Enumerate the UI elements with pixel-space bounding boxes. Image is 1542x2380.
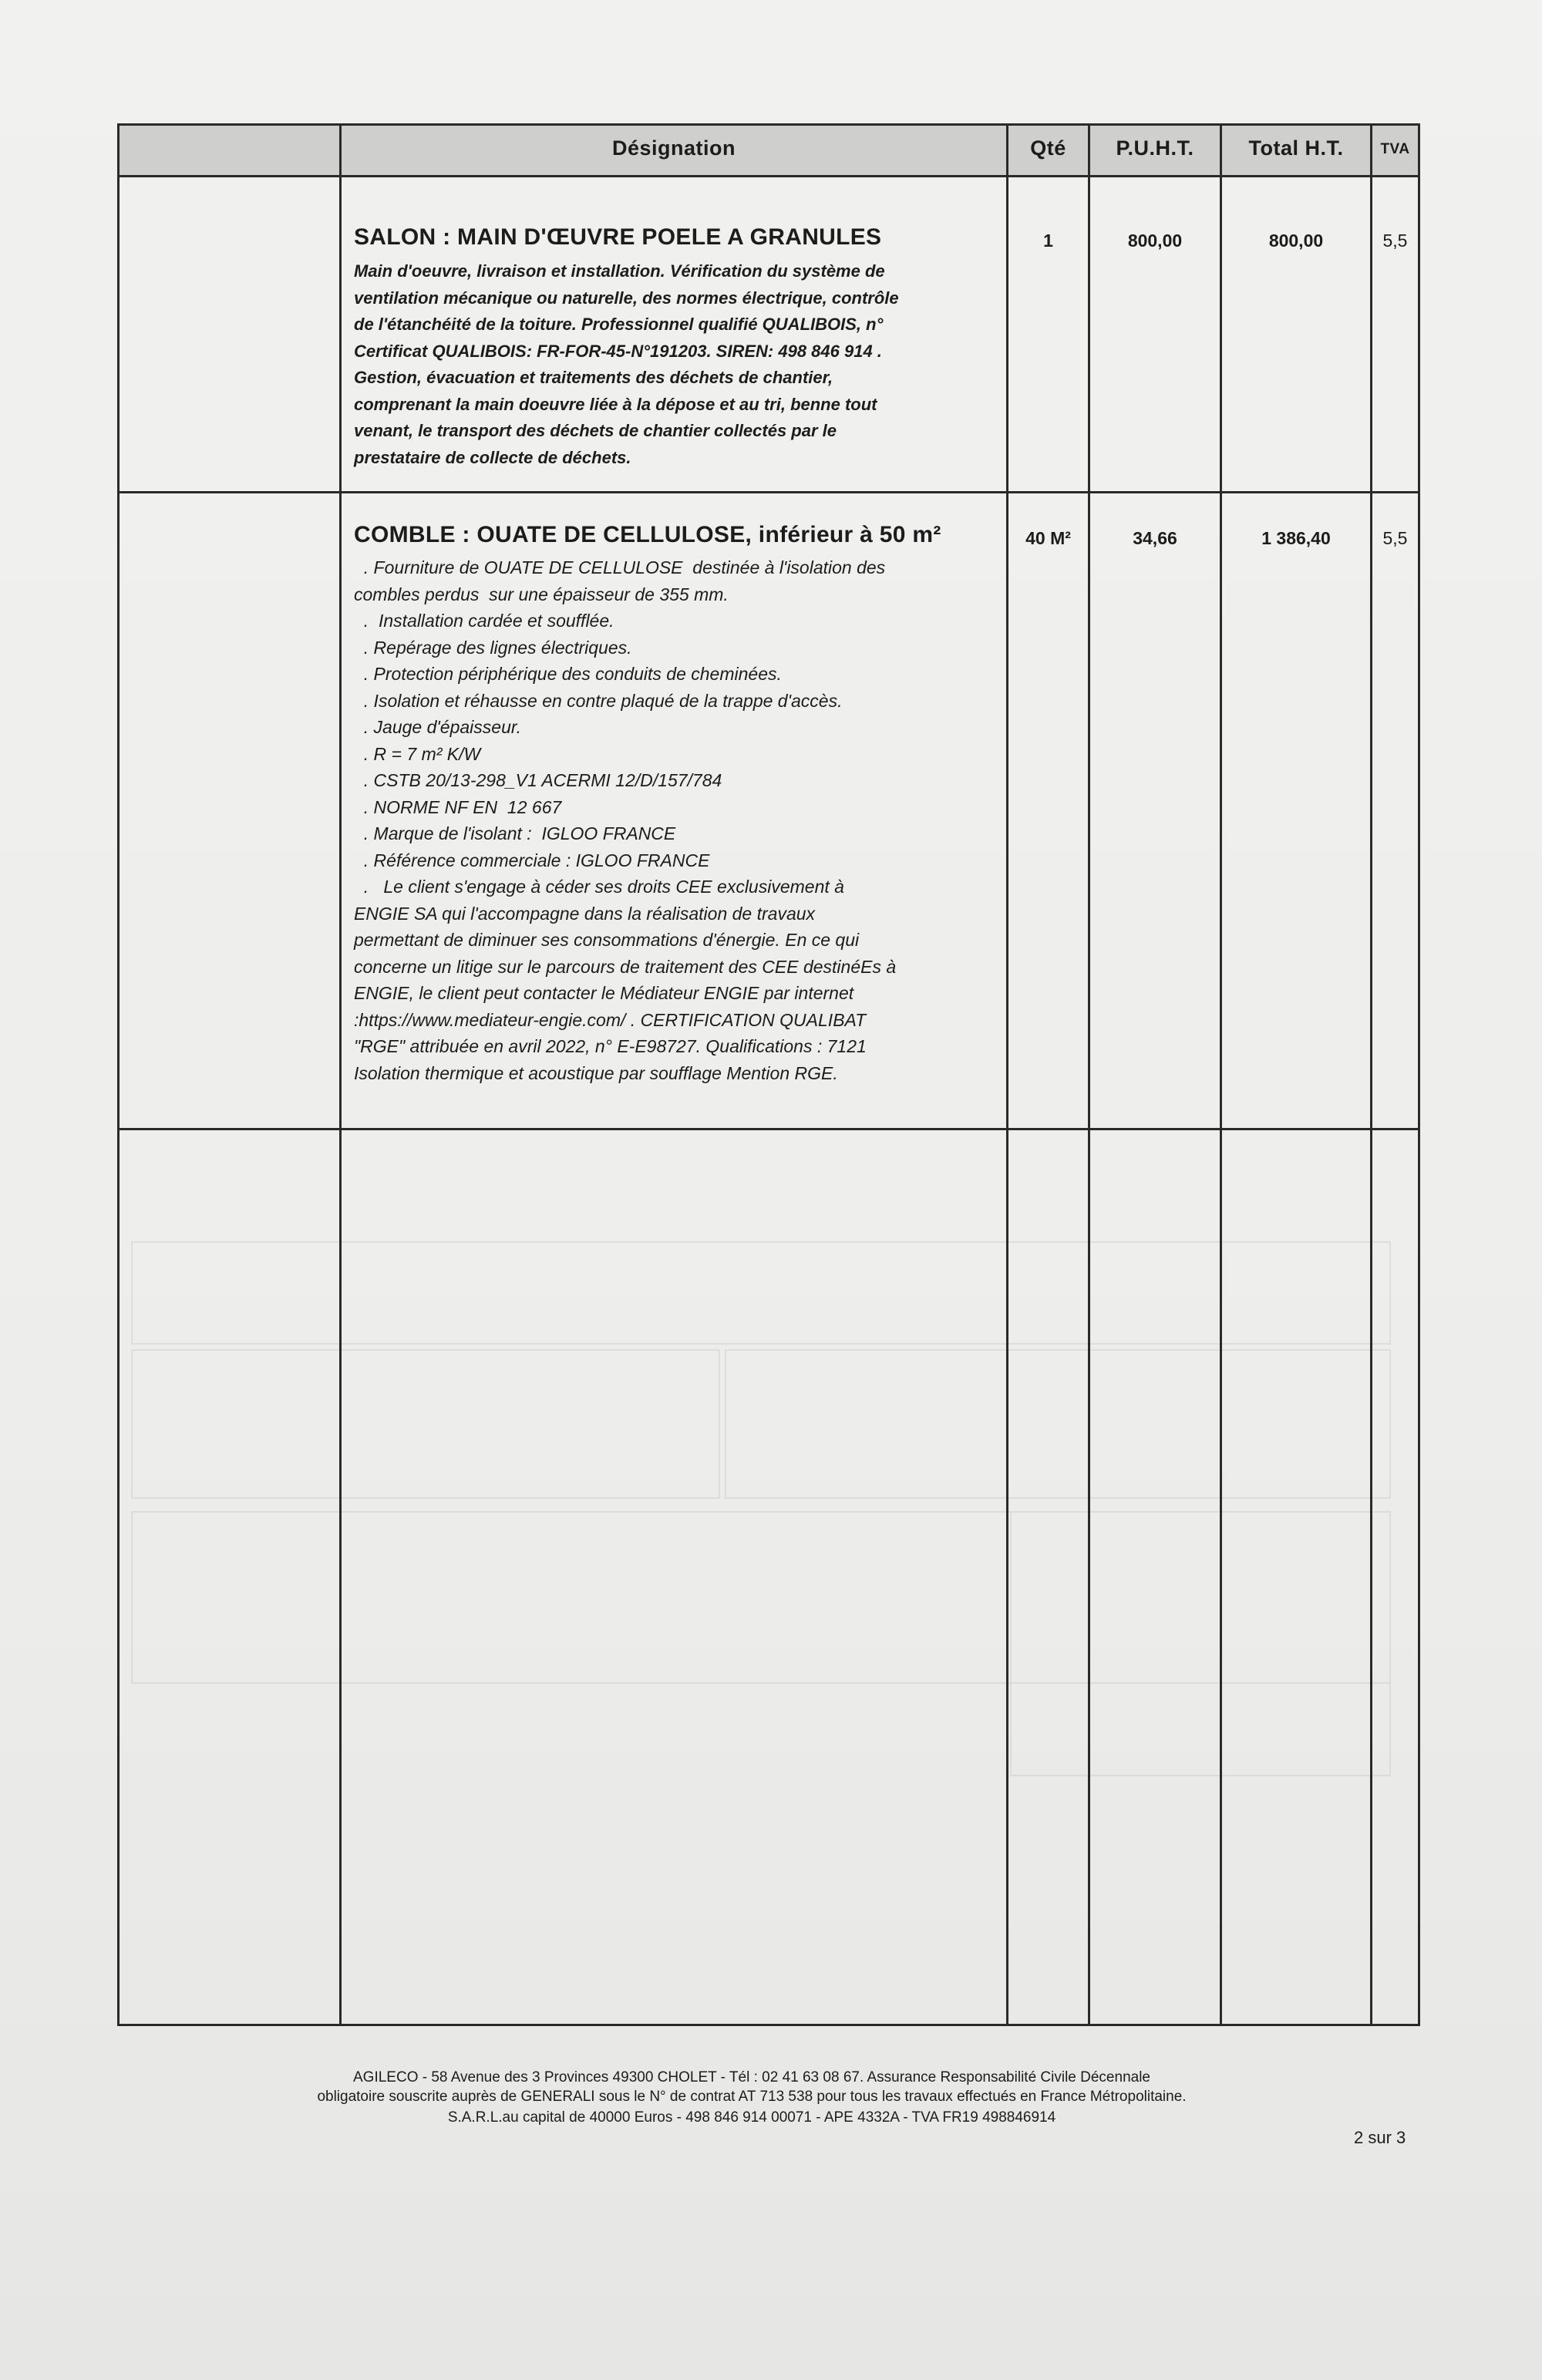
header-designation: Désignation [611,136,736,160]
column-divider [1006,126,1008,2024]
item-title: COMBLE : OUATE DE CELLULOSE, inférieur à 50 m² [354,522,941,547]
quote-table [117,123,1420,2026]
header-qty: Qté [1030,136,1066,160]
item-title: SALON : MAIN D'ŒUVRE POELE A GRANULES [354,224,882,250]
company-footer-line-1: AGILECO - 58 Avenue des 3 Provinces 49300 CHOLET - Tél : 02 41 63 08 67. Assurance Responsabilité Civile Décennale [353,2069,1150,2085]
item-qty: 1 [1043,231,1053,251]
column-divider [1220,126,1222,2024]
item-unit-price: 800,00 [1127,231,1183,251]
item-description: . Fourniture de OUATE DE CELLULOSE destinée à l'isolation des combles perdus sur une épaisseur de 355 mm. . Installation cardée et soufflée. . Repérage des lignes électriques. . Protection périphérique des conduits de cheminées. . Isolation et réhausse en contre plaqué de la trappe d'accès. . Jauge d'épaisseur. . R = 7 m² K/W . CSTB 20/13-298_V1 ACERMI 12/D/157/784 . NORME NF EN 12 667 . Marque de l'isolant : IGLOO FRANCE . Référence commerciale : IGLOO FRANCE . Le client s'engage à céder ses droits CEE exclusivement à ENGIE SA qui l'accompagne dans la réalisation de travaux permettant de diminuer ses consommations d'énergie. En ce qui concerne un litige sur le parcours de traitement des CEE destinéEs à ENGIE, le client peut contacter le Médiateur ENGIE par internet :https://www.mediateur-engie.com/ . CERTIFICATION QUALIBAT "RGE" attribuée en avril 2022, n° E-E98727. Qualifications : 7121 Isolation thermique et acoustique par soufflage Mention RGE. [354,557,897,1083]
item-unit-price: 34,66 [1133,528,1177,548]
item-total: 1 386,40 [1261,528,1331,548]
item-total: 800,00 [1268,231,1324,251]
column-divider [1370,126,1372,2024]
column-divider [1088,126,1090,2024]
header-total: Total H.T. [1248,136,1344,160]
header-vat: TVA [1380,141,1410,157]
company-footer-line-2: obligatoire souscrite auprès de GENERALI sous le N° de contrat AT 713 538 pour tous les travaux effectués en France Métropolitaine. [317,2089,1187,2105]
column-divider [339,126,342,2024]
page-number: 2 sur 3 [1354,2128,1406,2147]
row-divider [120,1128,1418,1130]
item-description: Main d'oeuvre, livraison et installation. Vérification du système de ventilation mécanique ou naturelle, des normes électrique, contrôle de l'étanchéité de la toiture. Professionnel qualifié QUALIBOIS, n° Certificat QUALIBOIS: FR-FOR-45-N°191203. SIREN: 498 846 914 . Gestion, évacuation et traitements des déchets de chantier, comprenant la main doeuvre liée à la dépose et au tri, benne tout venant, le transport des déchets de chantier collectés par le prestataire de collecte de déchets. [354,261,899,467]
item-vat: 5,5 [1382,528,1408,548]
header-unit-price: P.U.H.T. [1116,136,1194,160]
company-footer-line-3: S.A.R.L.au capital de 40000 Euros - 498 846 914 00071 - APE 4332A - TVA FR19 498846914 [447,2109,1056,2126]
item-vat: 5,5 [1382,231,1408,251]
item-qty: 40 M² [1025,528,1071,548]
row-divider [120,491,1418,493]
